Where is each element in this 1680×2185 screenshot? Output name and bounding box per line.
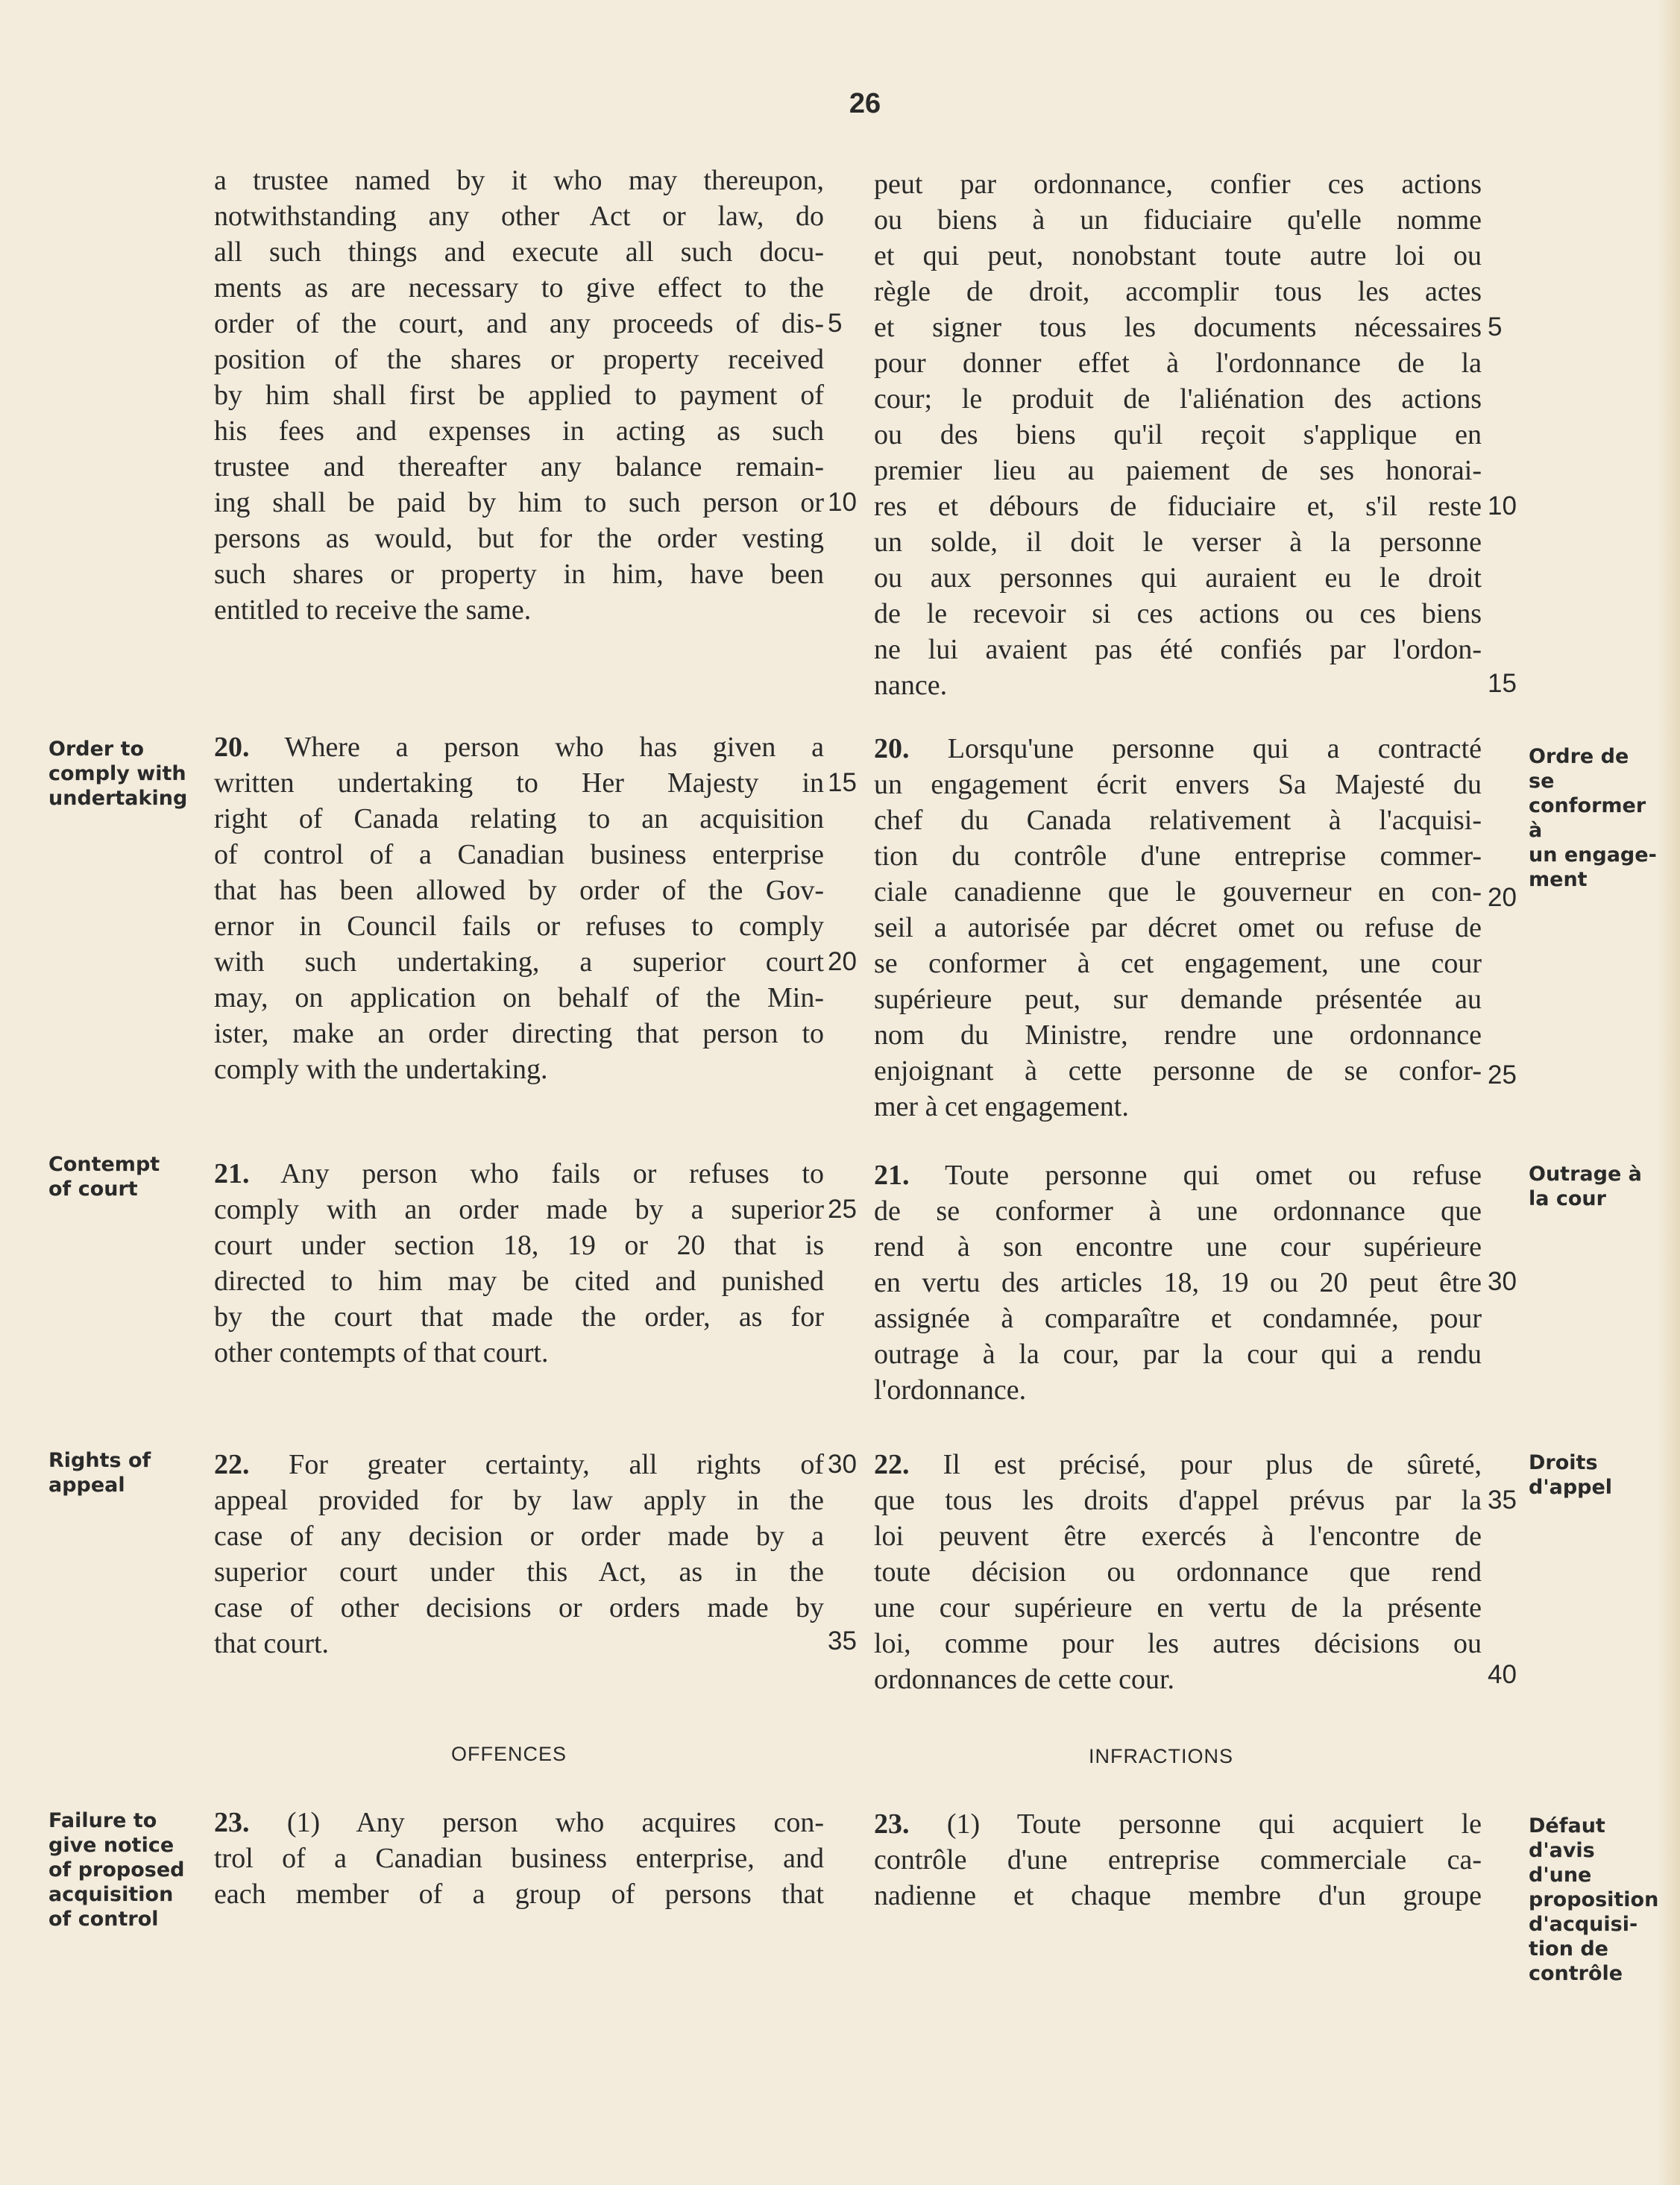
- text-line: ernor in Council fails or refuses to comply: [214, 911, 824, 942]
- text-line: chef du Canada relativement à l'acquisi-: [874, 805, 1482, 836]
- text-line: loi, comme pour les autres décisions ou: [874, 1628, 1482, 1659]
- text-line: nance.: [874, 670, 948, 701]
- line-number: 15: [828, 768, 857, 797]
- text-line: appeal provided for by law apply in the: [214, 1485, 824, 1516]
- margin-note-rights-of-appeal: [48, 1448, 213, 1497]
- text-line: his fees and expenses in acting as such: [214, 415, 824, 447]
- note-line: Failure to: [48, 1809, 157, 1832]
- text-line: ou des biens qu'il reçoit s'applique en: [874, 419, 1482, 450]
- line-number: 20: [828, 947, 857, 976]
- text-line: tion du contrôle d'une entreprise commer-: [874, 840, 1482, 872]
- margin-note-outrage-a-la-cour: [1529, 1162, 1659, 1211]
- text-line: ing shall be paid by him to such person or: [214, 487, 824, 518]
- text-line: nom du Ministre, rendre une ordonnance: [874, 1019, 1482, 1051]
- text-line: cour; le produit de l'aliénation des actions: [874, 383, 1482, 415]
- text-line: directed to him may be cited and punished: [214, 1266, 824, 1297]
- text-line: each member of a group of persons that: [214, 1879, 824, 1910]
- text-line: ister, make an order directing that person to: [214, 1018, 824, 1049]
- text-line: superior court under this Act, as in the: [214, 1556, 824, 1588]
- text-line: comply with an order made by a superior: [214, 1194, 824, 1225]
- section-number: 22.: [214, 1449, 250, 1480]
- text-line: que tous les droits d'appel prévus par la: [874, 1485, 1482, 1516]
- line-number: 35: [828, 1626, 857, 1656]
- note-line: contrôle: [1529, 1962, 1623, 1985]
- margin-note-contempt-of-court: [48, 1152, 213, 1201]
- section-21-fr: [874, 1157, 1482, 1408]
- section-text: For greater certainty, all rights of: [249, 1449, 824, 1480]
- text-line: [214, 729, 824, 765]
- text-line: [874, 1157, 1482, 1193]
- text-line: [214, 1156, 824, 1192]
- text-line: notwithstanding any other Act or law, do: [214, 201, 824, 232]
- heading-infractions: INFRACTIONS: [1089, 1745, 1234, 1767]
- note-line: conformer à: [1529, 794, 1646, 842]
- note-line: proposition: [1529, 1888, 1659, 1911]
- text-line: pour donner effet à l'ordonnance de la: [874, 348, 1482, 379]
- text-line: case of any decision or order made by a: [214, 1521, 824, 1552]
- text-line: of control of a Canadian business enterprise: [214, 839, 824, 870]
- text-line: comply with the undertaking.: [214, 1054, 548, 1085]
- continuation-en: [214, 163, 824, 628]
- text-line: such shares or property in him, have been: [214, 559, 824, 590]
- note-line: tion de: [1529, 1937, 1608, 1961]
- section-text: Any person who fails or refuses to: [249, 1158, 824, 1189]
- text-line: et qui peut, nonobstant toute autre loi ou: [874, 240, 1482, 271]
- note-line: ment: [1529, 868, 1588, 891]
- text-line: un engagement écrit envers Sa Majesté du: [874, 769, 1482, 800]
- section-23-en: [214, 1805, 824, 1912]
- text-line: premier lieu au paiement de ses honorai-: [874, 455, 1482, 486]
- note-line: of proposed: [48, 1858, 185, 1881]
- text-line: peut par ordonnance, confier ces actions: [874, 169, 1482, 200]
- text-line: trustee and thereafter any balance remain-: [214, 451, 824, 482]
- text-line: se conformer à cet engagement, une cour: [874, 948, 1482, 979]
- note-line: d'acquisi-: [1529, 1913, 1638, 1936]
- line-number: 10: [828, 488, 857, 517]
- text-line: right of Canada relating to an acquisition: [214, 803, 824, 834]
- note-line: Ordre de se: [1529, 745, 1629, 793]
- section-text: (1) Toute personne qui acquiert le: [909, 1808, 1482, 1840]
- text-line: enjoignant à cette personne de se confor-: [874, 1055, 1482, 1087]
- section-20-en: [214, 729, 824, 1087]
- note-line: give notice: [48, 1834, 174, 1857]
- section-number: 20.: [874, 733, 910, 764]
- line-number: 10: [1488, 491, 1517, 521]
- note-line: comply with: [48, 762, 186, 785]
- section-22-en: [214, 1447, 824, 1661]
- text-line: de le recevoir si ces actions ou ces biens: [874, 598, 1482, 629]
- note-line: Rights of: [48, 1449, 151, 1472]
- text-line: order of the court, and any proceeds of dis-: [214, 308, 824, 339]
- line-number: 15: [1488, 669, 1517, 698]
- text-line: ciale canadienne que le gouverneur en con-: [874, 876, 1482, 908]
- section-23-fr: [874, 1806, 1482, 1914]
- text-line: entitled to receive the same.: [214, 594, 532, 626]
- note-line: acquisition: [48, 1883, 174, 1906]
- note-line: Outrage à: [1529, 1163, 1642, 1186]
- continuation-fr: [874, 166, 1482, 703]
- note-line: appeal: [48, 1474, 125, 1497]
- text-line: by him shall first be applied to payment of: [214, 380, 824, 411]
- note-line: la cour: [1529, 1187, 1606, 1210]
- section-text: Lorsqu'une personne qui a contracté: [909, 733, 1482, 764]
- section-number: 21.: [214, 1158, 250, 1189]
- page-edge-shadow: [1658, 0, 1680, 2185]
- text-line: mer à cet engagement.: [874, 1091, 1129, 1122]
- line-number: 40: [1488, 1660, 1517, 1689]
- text-line: written undertaking to Her Majesty in: [214, 767, 824, 799]
- text-line: by the court that made the order, as for: [214, 1301, 824, 1333]
- line-number: 30: [828, 1450, 857, 1479]
- margin-note-failure-to-give-notice: [48, 1808, 213, 1931]
- text-line: case of other decisions or orders made by: [214, 1592, 824, 1623]
- text-line: trol of a Canadian business enterprise, and: [214, 1843, 824, 1874]
- heading-offences: OFFENCES: [451, 1743, 567, 1765]
- section-text: Il est précisé, pour plus de sûreté,: [909, 1449, 1482, 1480]
- note-line: undertaking: [48, 787, 188, 810]
- text-line: l'ordonnance.: [874, 1374, 1027, 1406]
- margin-note-droits-d-appel: [1529, 1450, 1659, 1500]
- note-line: Défaut: [1529, 1814, 1605, 1837]
- note-line: d'avis d'une: [1529, 1839, 1595, 1887]
- note-line: Contempt: [48, 1153, 160, 1176]
- section-number: 21.: [874, 1160, 910, 1191]
- line-number: 35: [1488, 1486, 1517, 1515]
- text-line: ne lui avaient pas été confiés par l'ordon-: [874, 634, 1482, 665]
- margin-note-ordre-de-se-conformer: [1529, 744, 1659, 892]
- text-line: seil a autorisée par décret omet ou refuse de: [874, 912, 1482, 943]
- text-line: a trustee named by it who may thereupon,: [214, 165, 824, 196]
- text-line: nadienne et chaque membre d'un groupe: [874, 1880, 1482, 1911]
- line-number: 25: [828, 1195, 857, 1224]
- text-line: de se conformer à une ordonnance que: [874, 1195, 1482, 1227]
- text-line: ordonnances de cette cour.: [874, 1664, 1175, 1695]
- text-line: rend à son encontre une cour supérieure: [874, 1231, 1482, 1263]
- section-text: Toute personne qui omet ou refuse: [909, 1160, 1482, 1191]
- section-text: (1) Any person who acquires con-: [249, 1807, 824, 1838]
- text-line: règle de droit, accomplir tous les actes: [874, 276, 1482, 307]
- text-line: that has been allowed by order of the Gov-: [214, 875, 824, 906]
- text-line: et signer tous les documents nécessaires: [874, 312, 1482, 343]
- text-line: persons as would, but for the order vesting: [214, 523, 824, 554]
- line-number: 5: [828, 309, 843, 338]
- line-number: 5: [1488, 312, 1503, 342]
- section-21-en: [214, 1156, 824, 1371]
- text-line: assignée à comparaître et condamnée, pour: [874, 1303, 1482, 1334]
- text-line: supérieure peut, sur demande présentée au: [874, 984, 1482, 1015]
- margin-note-defaut-d-avis: [1529, 1814, 1659, 1986]
- text-line: may, on application on behalf of the Min-: [214, 982, 824, 1013]
- note-line: un engage-: [1529, 843, 1657, 867]
- section-22-fr: [874, 1447, 1482, 1697]
- text-line: other contempts of that court.: [214, 1337, 549, 1368]
- text-line: ou aux personnes qui auraient eu le droit: [874, 562, 1482, 594]
- text-line: [874, 731, 1482, 767]
- text-line: un solde, il doit le verser à la personne: [874, 526, 1482, 558]
- text-line: ou biens à un fiduciaire qu'elle nomme: [874, 204, 1482, 236]
- text-line: contrôle d'une entreprise commerciale ca-: [874, 1844, 1482, 1876]
- note-line: of court: [48, 1178, 138, 1201]
- section-number: 20.: [214, 732, 250, 763]
- margin-note-order-to-comply: [48, 737, 213, 811]
- text-line: loi peuvent être exercés à l'encontre de: [874, 1521, 1482, 1552]
- section-20-fr: [874, 731, 1482, 1125]
- text-line: une cour supérieure en vertu de la présente: [874, 1592, 1482, 1623]
- text-line: res et débours de fiduciaire et, s'il reste: [874, 491, 1482, 522]
- line-number: 20: [1488, 883, 1517, 912]
- note-line: Droits: [1529, 1451, 1598, 1474]
- text-line: [874, 1806, 1482, 1842]
- page-number: 26: [849, 88, 881, 119]
- section-number: 23.: [874, 1808, 910, 1840]
- text-line: with such undertaking, a superior court: [214, 946, 824, 978]
- text-line: [874, 1447, 1482, 1483]
- text-line: en vertu des articles 18, 19 ou 20 peut être: [874, 1267, 1482, 1298]
- text-line: ments as are necessary to give effect to the: [214, 272, 824, 304]
- note-line: of control: [48, 1908, 159, 1931]
- section-number: 23.: [214, 1807, 250, 1838]
- note-line: Order to: [48, 738, 145, 761]
- text-line: outrage à la cour, par la cour qui a rendu: [874, 1339, 1482, 1370]
- section-text: Where a person who has given a: [249, 732, 824, 763]
- text-line: [214, 1447, 824, 1483]
- section-number: 22.: [874, 1449, 910, 1480]
- note-line: d'appel: [1529, 1476, 1613, 1499]
- line-number: 25: [1488, 1060, 1517, 1090]
- text-line: toute décision ou ordonnance que rend: [874, 1556, 1482, 1588]
- text-line: position of the shares or property received: [214, 344, 824, 375]
- text-line: [214, 1805, 824, 1840]
- text-line: court under section 18, 19 or 20 that is: [214, 1230, 824, 1261]
- line-number: 30: [1488, 1267, 1517, 1296]
- text-line: that court.: [214, 1628, 330, 1659]
- text-line: all such things and execute all such docu-: [214, 236, 824, 268]
